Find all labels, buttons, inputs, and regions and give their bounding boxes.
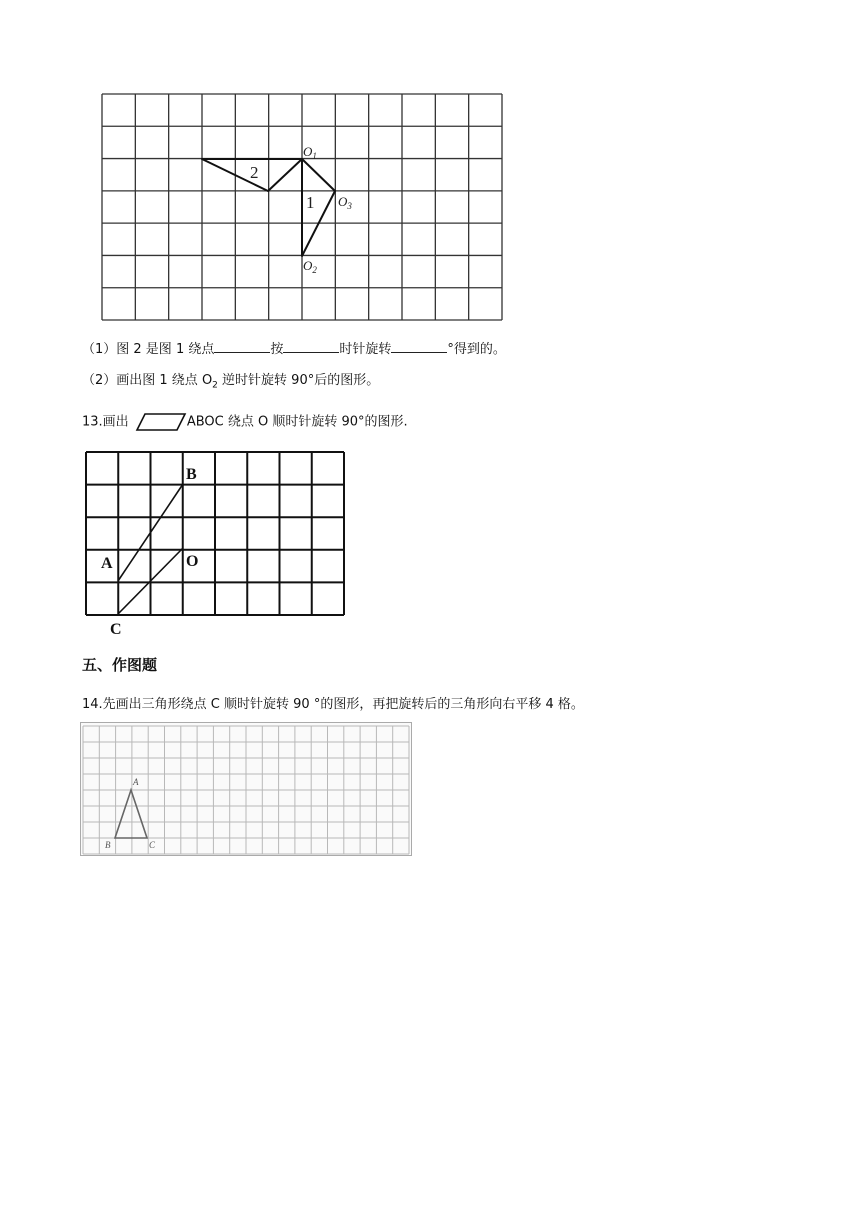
q12-part1 [82,339,506,359]
shape-2-label: 2 [250,163,259,182]
section-heading: 五、作图题 [82,656,158,674]
parallelogram-grid-figure [82,448,350,640]
q12-part2-suffix: 逆时针旋转 90°后的图形。 [217,373,380,388]
grid-lines [86,452,344,615]
answer-blank-direction[interactable] [283,339,339,353]
point-c-label: C [149,840,156,850]
answer-blank-point[interactable] [214,339,270,353]
q12-part2 [82,372,379,395]
q12-part2-subscript: 2 [212,380,218,391]
q12-part1-prefix: （1）图 2 是图 1 绕点 [82,342,215,357]
point-a-label: A [101,555,113,572]
q13-suffix: ABOC 绕点 O 顺时针旋转 90°的图形. [186,414,408,430]
point-o1-label: $O_1$ [303,144,317,161]
point-o3-label: $O_3$ [338,194,352,211]
point-o-label: O [186,553,199,570]
q13-prompt [82,412,408,432]
q13-prefix: 13.画出 [82,414,129,430]
rotation-grid-figure [100,92,506,324]
q12-part1-mid2: 时针旋转 [339,342,392,357]
point-b-label: B [105,840,111,850]
point-a-label: A [133,777,139,787]
q12-part1-mid1: 按 [270,342,284,357]
q12-part2-prefix: （2）画出图 1 绕点 O [82,373,213,388]
q14-prompt: 14.先画出三角形绕点 C 顺时针旋转 90 °的图形，再把旋转后的三角形向右平移 4 格。 [82,697,584,712]
parallelogram-icon [135,412,187,432]
q12-part1-suffix: °得到的。 [447,342,506,357]
shape-1-label: 1 [306,193,315,212]
point-o2-label: $O_2$ [303,258,317,275]
grid-lines [83,726,409,854]
point-c-label: C [110,621,122,638]
point-b-label: B [186,466,197,483]
triangle-grid-figure [80,722,412,856]
answer-blank-degrees[interactable] [391,339,447,353]
